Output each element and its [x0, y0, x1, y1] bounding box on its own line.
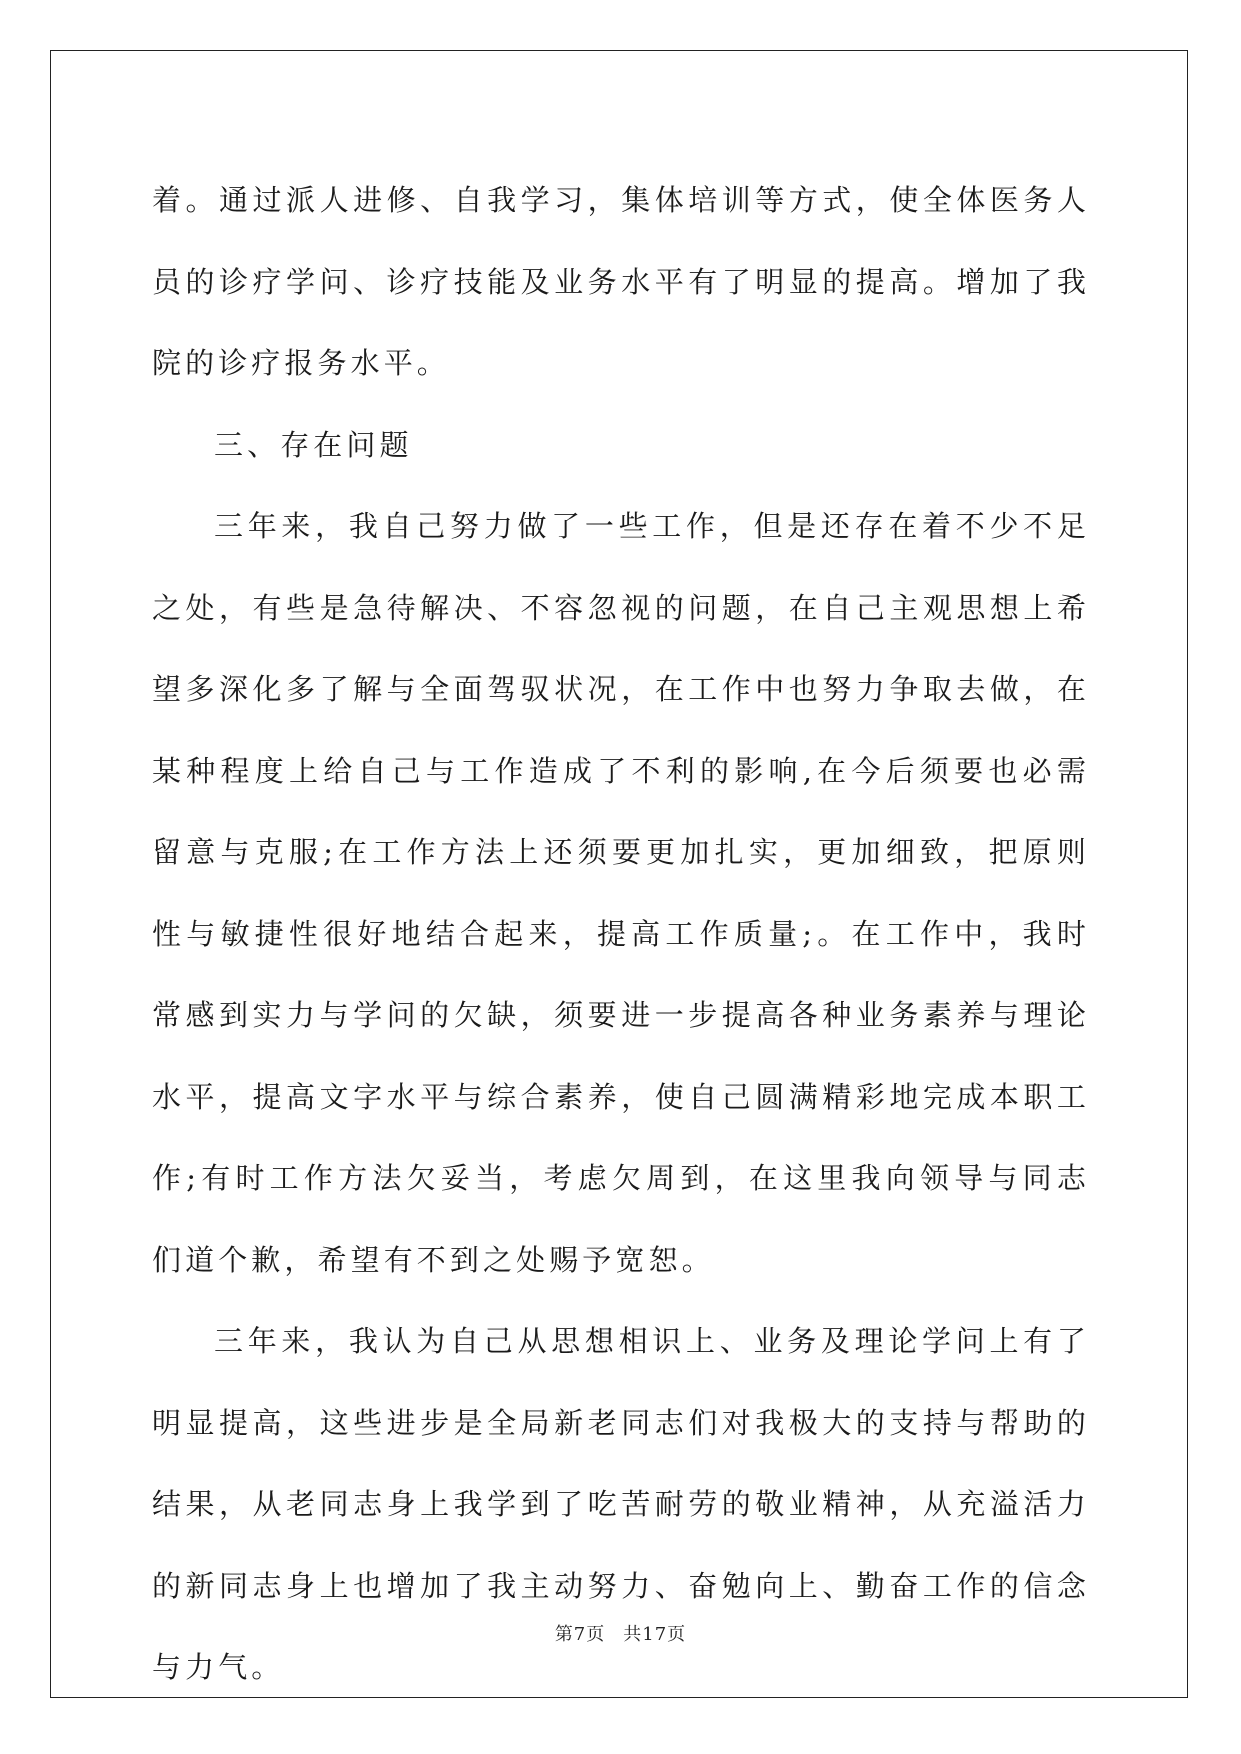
paragraph-progress: 三年来，我认为自己从思想相识上、业务及理论学问上有了明显提高，这些进步是全局新老同志们对我极大的支持与帮助的结果，从老同志身上我学到了吃苦耐劳的敬业精神，从充溢活力的新同志身上也增加了我主动努力、奋勉向上、勤奋工作的信念与力气。	[152, 1324, 1090, 1684]
page-total: 共17页	[623, 1624, 687, 1645]
paragraph-continuation: 着。通过派人进修、自我学习，集体培训等方式，使全体医务人员的诊疗学问、诊疗技能及业务水平有了明显的提高。增加了我院的诊疗报务水平。	[152, 183, 1090, 380]
paragraph-problems: 三年来，我自己努力做了一些工作，但是还存在着不少不足之处，有些是急待解决、不容忽视的问题，在自己主观思想上希望多深化多了解与全面驾驭状况，在工作中也努力争取去做，在某种程度上给自己与工作造成了不利的影响,在今后须要也必需留意与克服;在工作方法上还须要更加扎实，更加细致，把原则性与敏捷性很好地结合起来，提高工作质量;。在工作中，我时常感到实力与学问的欠缺，须要进一步提高各种业务素养与理论水平，提高文字水平与综合素养，使自己圆满精彩地完成本职工作;有时工作方法欠妥当，考虑欠周到，在这里我向领导与同志们道个歉，希望有不到之处赐予宽恕。	[152, 509, 1090, 1277]
section-heading-problems: 三、存在问题	[214, 427, 413, 462]
page-footer	[0, 1620, 1241, 1646]
document-body	[152, 160, 1090, 1709]
page-number: 第7页	[554, 1624, 606, 1645]
